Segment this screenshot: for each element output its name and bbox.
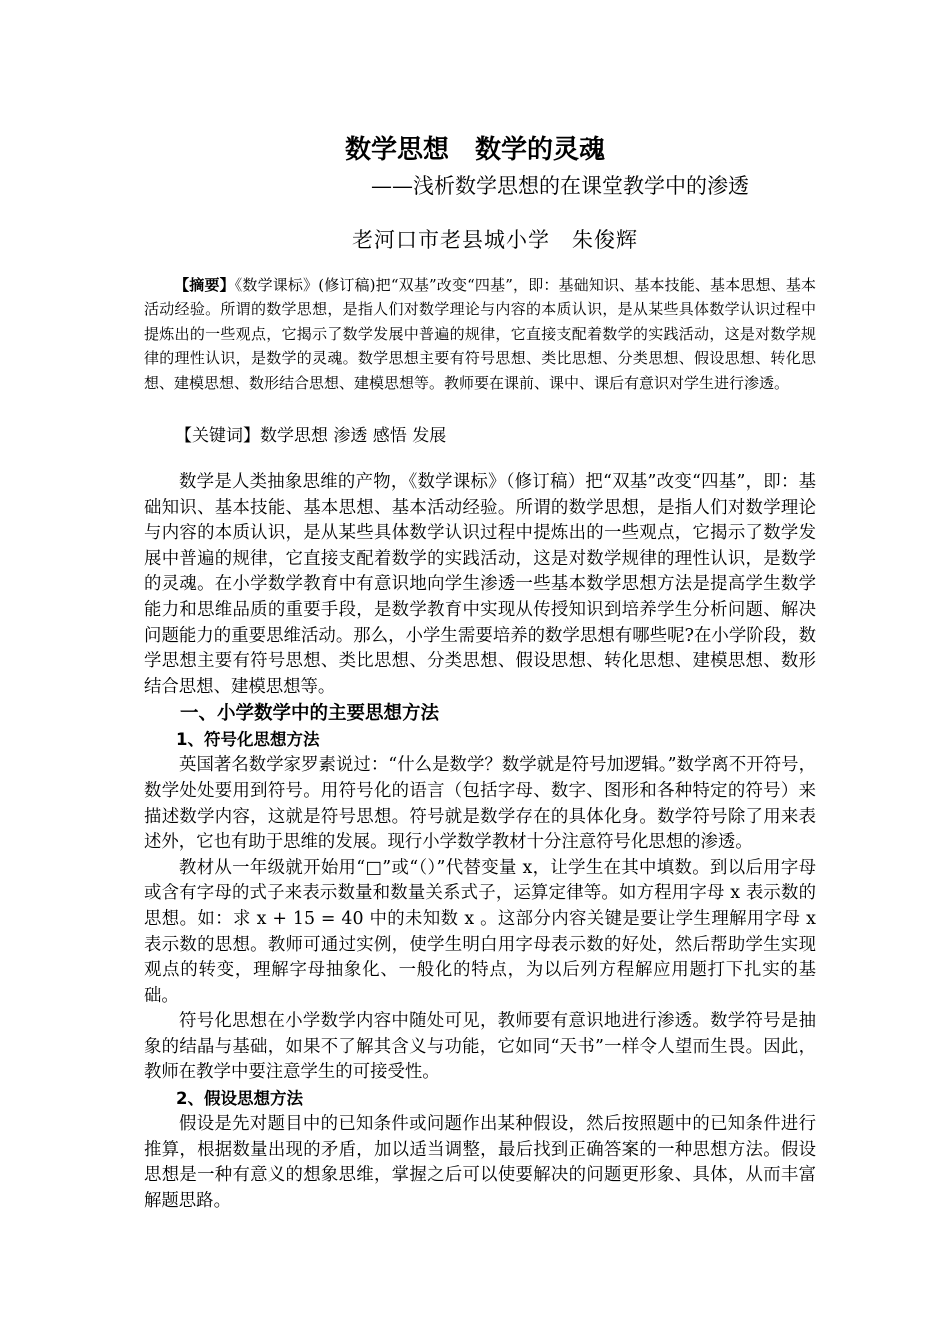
abstract-label: 【摘要】 <box>174 276 235 294</box>
keywords-line: 【关键词】数学思想 渗透 感悟 发展 <box>175 426 447 446</box>
subsection-heading-1: 1、符号化思想方法 <box>176 730 320 750</box>
subsection-heading-2: 2、假设思想方法 <box>176 1089 303 1109</box>
section-heading: 一、小学数学中的主要思想方法 <box>180 703 440 725</box>
document-subtitle: ——浅析数学思想的在课堂教学中的渗透 <box>371 174 749 198</box>
document-title: 数学思想 数学的灵魂 <box>344 135 605 165</box>
paragraph: 符号化思想在小学数学内容中随处可见，教师要有意识地进行渗透。数学符号是抽象的结晶与基础，如果不了解其含义与功能，它如同“天书”一样令人望而生畏。因此，教师在教学中要注意学生的可接受性。 <box>144 1011 816 1083</box>
abstract-paragraph <box>144 273 816 395</box>
abstract-text: 《数学课标》(修订稿)把“双基”改变“四基”，即：基础知识、基本技能、基本思想、基本活动经验。所谓的数学思想，是指人们对数学理论与内容的本质认识，是从某些具体数学认识过程中提炼出的一些观点，它揭示了数学发展中普遍的规律，它直接支配着数学的实践活动，这是对数学规律的理性认识，是数学的灵魂。数学思想主要有符号思想、类比思想、分类思想、假设思想、转化思想、建模思想、数形结合思想、建模思想等。教师要在课前、课中、课后有意识对学生进行渗透。 <box>144 276 816 392</box>
body-text <box>144 470 816 1214</box>
author-line: 老河口市老县城小学 朱俊辉 <box>352 228 638 252</box>
paragraph: 假设是先对题目中的已知条件或问题作出某种假设，然后按照题中的已知条件进行推算，根据数量出现的矛盾，加以适当调整，最后找到正确答案的一种思想方法。假设思想是一种有意义的想象思维，掌握之后可以使要解决的问题更形象、具体，从而丰富解题思路。 <box>144 1114 816 1211</box>
paragraph: 英国著名数学家罗素说过：“什么是数学？数学就是符号加逻辑。”数学离不开符号，数学处处要用到符号。用符号化的语言（包括字母、数字、图形和各种特定的符号）来描述数学内容，这就是符号思想。符号就是数学存在的具体化身。数学符号除了用来表述外，它也有助于思维的发展。现行小学数学教材十分注意符号化思想的渗透。 <box>144 755 816 853</box>
intro-paragraph: 数学是人类抽象思维的产物，《数学课标》（修订稿）把“双基”改变“四基”，即：基础知识、基本技能、基本思想、基本活动经验。所谓的数学思想，是指人们对数学理论与内容的本质认识，是从某些具体数学认识过程中提炼出的一些观点，它揭示了数学发展中普遍的规律，它直接支配着数学的实践活动，这是对数学规律的理性认识，是数学的灵魂。在小学数学教育中有意识地向学生渗透一些基本数学思想方法是提高学生数学能力和思维品质的重要手段，是数学教育中实现从传授知识到培养学生分析问题、解决问题能力的重要思维活动。那么，小学生需要培养的数学思想有哪些呢?在小学阶段，数学思想主要有符号思想、类比思想、分类思想、假设思想、转化思想、建模思想、数形结合思想、建模思想等。 <box>144 472 816 697</box>
paragraph: 教材从一年级就开始用“□”或“（）”代替变量 x，让学生在其中填数。到以后用字母或含有字母的式子来表示数量和数量关系式子，运算定律等。如方程用字母 x 表示数的思想。如：求 x + 15 = 40 中的未知数 x 。这部分内容关键是要让学生理解用字母 x 表示数的思想。教师可通过实例，使学生明白用字母表示数的好处，然后帮助学生实现观点的转变，理解字母抽象化、一般化的特点，为以后列方程解应用题打下扎实的基础。 <box>144 857 816 1006</box>
